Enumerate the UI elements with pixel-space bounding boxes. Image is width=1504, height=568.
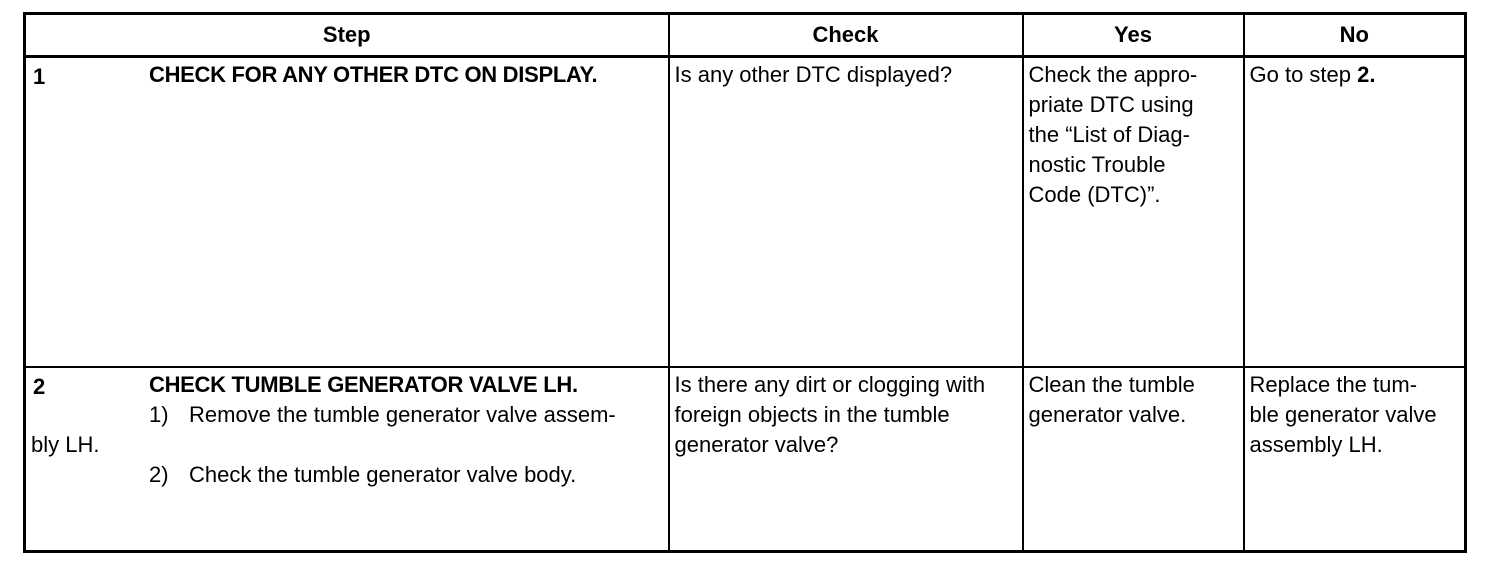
substep-number: 2) [149, 462, 169, 488]
substep-number: 1) [149, 402, 169, 428]
substep [149, 460, 663, 490]
step-cell [25, 57, 669, 368]
step-number: 1 [33, 64, 46, 89]
no-text: Go to step [1249, 62, 1358, 87]
check-cell: Is there any dirt or clogging with foreign objects in the tumble generator valve? [669, 367, 1023, 551]
yes-cell: Clean the tumble generator valve. [1023, 367, 1244, 551]
header-yes: Yes [1023, 14, 1244, 57]
header-step: Step [25, 14, 669, 57]
table-row [25, 367, 1466, 551]
substep-continuation [31, 430, 663, 460]
step-number: 2 [33, 374, 46, 400]
step-link: 2. [1357, 62, 1376, 87]
diagnostic-table [23, 12, 1467, 553]
header-no: No [1244, 14, 1466, 57]
no-cell: Replace the tum- ble generator valve assembly LH. [1244, 367, 1466, 551]
substep-text: bly LH. [31, 432, 100, 458]
no-cell [1244, 57, 1466, 368]
step-title: CHECK FOR ANY OTHER DTC ON DISPLAY. [149, 62, 598, 87]
substep [149, 400, 663, 430]
substep-text: Remove the tumble generator valve assem- [189, 402, 616, 428]
table-row [25, 57, 1466, 368]
check-cell: Is any other DTC displayed? [669, 57, 1023, 368]
step-cell [25, 367, 669, 551]
substep-text: Check the tumble generator valve body. [189, 462, 577, 488]
yes-cell: Check the appro- priate DTC using the “List of Diag- nostic Trouble Code (DTC)”. [1023, 57, 1244, 368]
header-row [25, 14, 1466, 57]
header-check: Check [669, 14, 1023, 57]
step-title: CHECK TUMBLE GENERATOR VALVE LH. [149, 372, 578, 398]
